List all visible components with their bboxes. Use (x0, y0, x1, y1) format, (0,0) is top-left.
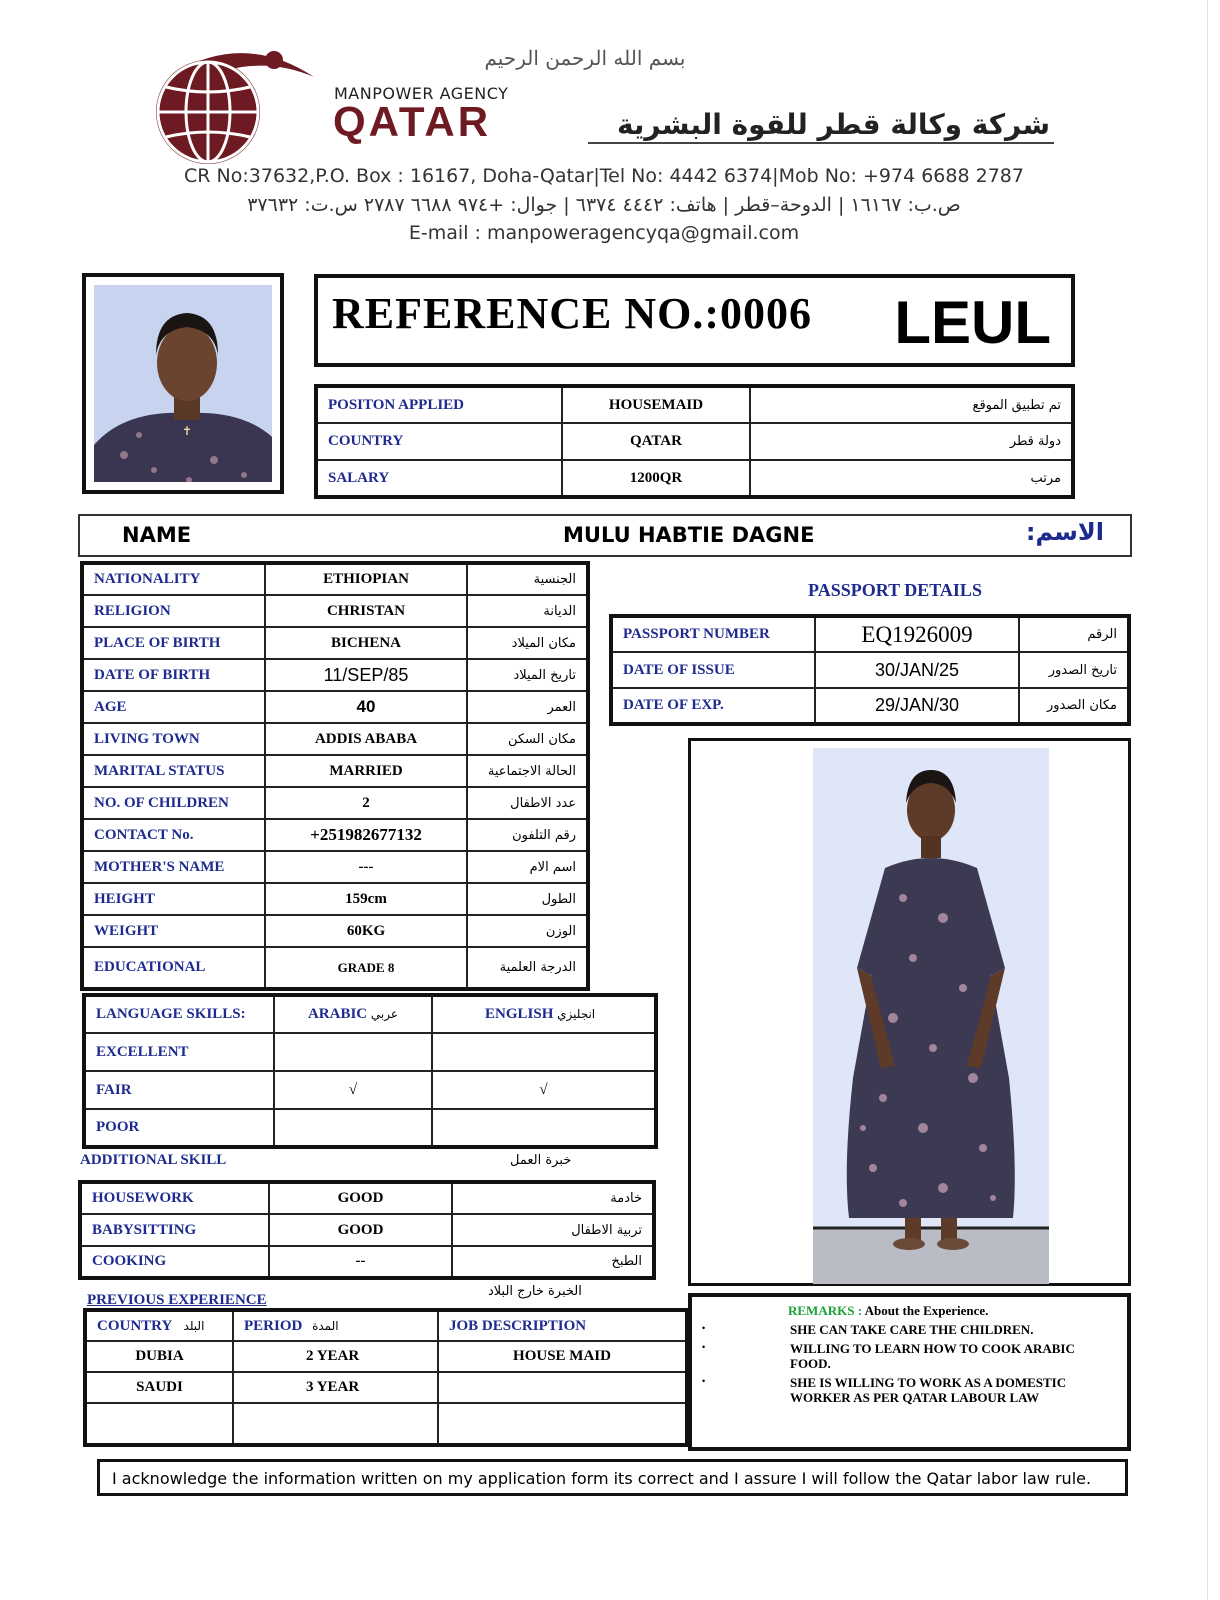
experience-table (83, 1308, 689, 1447)
table-row (82, 755, 588, 787)
bismillah-calligraphy: بسم الله الرحمن الرحيم (484, 46, 686, 70)
portrait-photo (94, 285, 272, 482)
row-label: MARITAL STATUS (82, 755, 265, 787)
row-value: 29/JAN/30 (815, 688, 1019, 724)
language-skills-header: LANGUAGE SKILLS: (84, 995, 274, 1033)
row-label: PASSPORT NUMBER (611, 616, 815, 652)
row-label: PLACE OF BIRTH (82, 627, 265, 659)
table-row (316, 423, 1073, 460)
additional-skills-table (78, 1180, 656, 1280)
additional-skill-title-arabic: خبرة العمل (510, 1153, 572, 1168)
row-value: MARRIED (265, 755, 467, 787)
table-row (82, 819, 588, 851)
table-row (82, 563, 588, 595)
row-label-arabic: مكان الصدور (1019, 688, 1129, 724)
full-body-photo (813, 748, 1049, 1284)
row-label-arabic: تاريخ الميلاد (467, 659, 588, 691)
english-level-cell (432, 1033, 656, 1071)
remarks-title: About the Experience. (864, 1303, 989, 1318)
table-row (84, 1033, 656, 1071)
remarks-box (688, 1293, 1131, 1451)
row-value: 159cm (265, 883, 467, 915)
contact-info-english: CR No:37632,P.O. Box : 16167, Doha-Qatar|Tel No: 4442 6374|Mob No: +974 6688 2787 (184, 165, 1024, 187)
period-column-header (233, 1310, 438, 1341)
country-label: COUNTRY (97, 1317, 172, 1334)
row-label-arabic: الطبخ (452, 1246, 654, 1278)
table-row (82, 691, 588, 723)
row-label-arabic: الديانة (467, 595, 588, 627)
table-row (84, 995, 656, 1033)
row-label-arabic: الجنسية (467, 563, 588, 595)
passport-title: PASSPORT DETAILS (808, 580, 982, 600)
empty-cell (438, 1403, 687, 1445)
table-row (611, 688, 1129, 724)
row-value: 60KG (265, 915, 467, 947)
reference-number: REFERENCE NO.:0006 (332, 289, 813, 338)
row-label: NATIONALITY (82, 563, 265, 595)
table-row (82, 915, 588, 947)
experience-period: 3 YEAR (233, 1372, 438, 1403)
row-value: 2 (265, 787, 467, 819)
name-label: NAME (122, 523, 192, 547)
table-row (82, 723, 588, 755)
portrait-photo-frame (82, 273, 284, 494)
experience-country: SAUDI (85, 1372, 233, 1403)
row-label: DATE OF EXP. (611, 688, 815, 724)
row-value: GOOD (269, 1182, 452, 1214)
language-skills-table (82, 993, 658, 1149)
table-row (82, 851, 588, 883)
table-row (85, 1403, 687, 1445)
row-label-arabic: تربية الاطفال (452, 1214, 654, 1246)
name-label-arabic: الاسم: (1025, 518, 1104, 546)
row-label-arabic: اسم الام (467, 851, 588, 883)
list-item: • SHE CAN TAKE CARE THE CHILDREN. (702, 1322, 1117, 1337)
table-row (82, 787, 588, 819)
table-row (316, 460, 1073, 497)
period-label: PERIOD (244, 1317, 303, 1334)
list-item: • WILLING TO LEARN HOW TO COOK ARABIC FOOD. (702, 1341, 1117, 1371)
remarks-list (702, 1322, 1117, 1405)
row-value: +251982677132 (265, 819, 467, 851)
agency-name-arabic: شركة وكالة قطر للقوة البشرية (616, 108, 1050, 141)
table-row (85, 1341, 687, 1372)
arabic-column-header (274, 995, 432, 1033)
row-value: -- (269, 1246, 452, 1278)
table-row (80, 1214, 654, 1246)
row-label: DATE OF BIRTH (82, 659, 265, 691)
table-row (82, 659, 588, 691)
english-label-arabic: انجليزي (557, 1007, 596, 1021)
svg-text:✝: ✝ (182, 424, 193, 438)
row-label-arabic: مكان السكن (467, 723, 588, 755)
previous-experience-title-arabic: الخبرة خارج البلاد (488, 1284, 582, 1299)
row-label: HOUSEWORK (80, 1182, 269, 1214)
row-label: CONTACT No. (82, 819, 265, 851)
table-row (82, 883, 588, 915)
agency-name: QATAR (333, 98, 492, 145)
row-label: POSITON APPLIED (316, 386, 562, 423)
row-label: FAIR (84, 1071, 274, 1109)
row-label: AGE (82, 691, 265, 723)
row-value: ADDIS ABABA (265, 723, 467, 755)
remarks-label: REMARKS : (788, 1303, 863, 1318)
arabic-level-cell (274, 1109, 432, 1147)
table-row (80, 1246, 654, 1278)
table-row (611, 616, 1129, 652)
english-column-header (432, 995, 656, 1033)
row-value: ETHIOPIAN (265, 563, 467, 595)
agency-subtitle: MANPOWER AGENCY (334, 84, 509, 103)
row-value: 30/JAN/25 (815, 652, 1019, 688)
row-label: LIVING TOWN (82, 723, 265, 755)
table-row (84, 1071, 656, 1109)
row-label-arabic: الدرجة العلمية (467, 947, 588, 989)
personal-info-table (80, 561, 590, 991)
reference-box (314, 274, 1075, 367)
row-value: BICHENA (265, 627, 467, 659)
country-label-arabic: البلد (183, 1318, 205, 1333)
row-label: WEIGHT (82, 915, 265, 947)
row-label-arabic: الحالة الاجتماعية (467, 755, 588, 787)
applicant-name: MULU HABTIE DAGNE (563, 523, 815, 547)
row-label-arabic: تم تطبيق الموقع (750, 386, 1073, 423)
arabic-level-cell (274, 1033, 432, 1071)
position-table (314, 384, 1075, 499)
additional-skill-title: ADDITIONAL SKILL (80, 1152, 227, 1168)
country-column-header (85, 1310, 233, 1341)
arabic-label-arabic: عربي (370, 1007, 399, 1021)
row-value: GRADE 8 (265, 947, 467, 989)
experience-job (438, 1372, 687, 1403)
row-label-arabic: رقم التلفون (467, 819, 588, 851)
table-row (85, 1372, 687, 1403)
row-label: DATE OF ISSUE (611, 652, 815, 688)
table-row (611, 652, 1129, 688)
row-label-arabic: الوزن (467, 915, 588, 947)
english-level-cell: √ (432, 1071, 656, 1109)
row-value: 40 (265, 691, 467, 723)
row-value: QATAR (562, 423, 750, 460)
acknowledgement-statement: I acknowledge the information written on my application form its correct and I assure I will follow the Qatar labor law rule. (97, 1459, 1128, 1496)
english-level-cell (432, 1109, 656, 1147)
agency-logo (136, 42, 316, 167)
row-label: HEIGHT (82, 883, 265, 915)
row-label: EDUCATIONAL (82, 947, 265, 989)
row-label-arabic: دولة قطر (750, 423, 1073, 460)
row-label-arabic: الطول (467, 883, 588, 915)
table-row (316, 386, 1073, 423)
contact-info-arabic: ص.ب: ١٦١٦٧ | الدوحة–قطر | هاتف: ٤٤٤٢ ٦٣٧٤ | جوال: +٩٧٤ ٦٦٨٨ ٢٧٨٧ س.ت: ٣٧٦٣٢ (247, 194, 961, 216)
contact-email: E-mail : manpoweragencyqa@gmail.com (408, 222, 800, 244)
row-label: SALARY (316, 460, 562, 497)
row-label-arabic: العمر (467, 691, 588, 723)
row-label-arabic: مرتب (750, 460, 1073, 497)
row-label: BABYSITTING (80, 1214, 269, 1246)
job-description-header: JOB DESCRIPTION (438, 1310, 687, 1341)
row-label-arabic: تاريخ الصدور (1019, 652, 1129, 688)
experience-job: HOUSE MAID (438, 1341, 687, 1372)
table-row (82, 947, 588, 989)
row-value: --- (265, 851, 467, 883)
row-label-arabic: مكان الميلاد (467, 627, 588, 659)
header-divider (588, 142, 1054, 144)
table-row (82, 595, 588, 627)
previous-experience-title: PREVIOUS EXPERIENCE (87, 1292, 267, 1308)
row-label-arabic: عدد الاطفال (467, 787, 588, 819)
empty-cell (233, 1403, 438, 1445)
row-value: 1200QR (562, 460, 750, 497)
passport-table (609, 614, 1131, 726)
table-row (82, 627, 588, 659)
list-item: • SHE IS WILLING TO WORK AS A DOMESTIC WORKER AS PER QATAR LABOUR LAW (702, 1375, 1117, 1405)
arabic-label: ARABIC (307, 1006, 368, 1022)
table-row (85, 1310, 687, 1341)
reference-name: LEUL (894, 289, 1051, 356)
row-value: GOOD (269, 1214, 452, 1246)
arabic-level-cell: √ (274, 1071, 432, 1109)
table-row (80, 1182, 654, 1214)
empty-cell (85, 1403, 233, 1445)
row-label: MOTHER'S NAME (82, 851, 265, 883)
row-label: EXCELLENT (84, 1033, 274, 1071)
row-label: RELIGION (82, 595, 265, 627)
experience-period: 2 YEAR (233, 1341, 438, 1372)
row-value: EQ1926009 (815, 616, 1019, 652)
row-label: NO. OF CHILDREN (82, 787, 265, 819)
row-value: HOUSEMAID (562, 386, 750, 423)
experience-country: DUBIA (85, 1341, 233, 1372)
row-label: COUNTRY (316, 423, 562, 460)
period-label-arabic: المدة (312, 1318, 339, 1333)
row-label: COOKING (80, 1246, 269, 1278)
table-row (84, 1109, 656, 1147)
row-label-arabic: خادمة (452, 1182, 654, 1214)
row-value: 11/SEP/85 (265, 659, 467, 691)
row-label-arabic: الرقم (1019, 616, 1129, 652)
row-label: POOR (84, 1109, 274, 1147)
full-body-photo-frame (688, 738, 1131, 1286)
name-bar (78, 514, 1132, 557)
english-label: ENGLISH (485, 1006, 554, 1022)
row-value: CHRISTAN (265, 595, 467, 627)
remarks-heading (702, 1303, 1117, 1319)
